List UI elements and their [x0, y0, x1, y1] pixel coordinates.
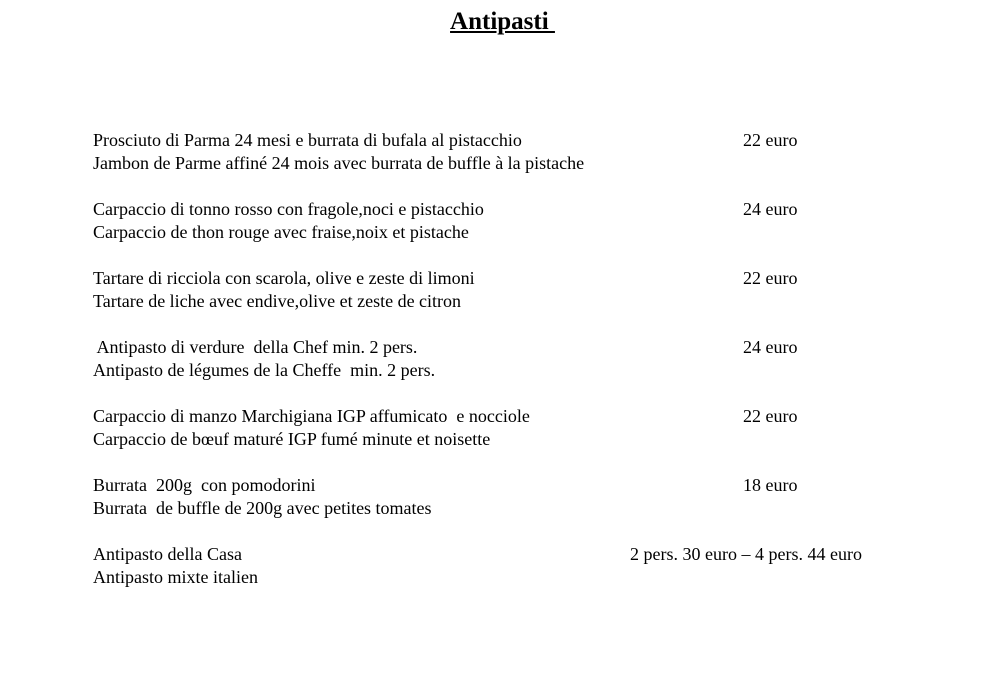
item-name-italian: Burrata 200g con pomodorini	[93, 475, 316, 495]
item-name-italian: Tartare di ricciola con scarola, olive e zeste di limoni	[93, 268, 475, 288]
item-price: 22 euro	[743, 268, 798, 288]
menu-item	[93, 267, 953, 336]
menu-item	[93, 129, 953, 198]
item-name-french: Carpaccio de thon rouge avec fraise,noix et pistache	[93, 222, 469, 242]
item-name-french: Antipasto de légumes de la Cheffe min. 2 pers.	[93, 360, 436, 380]
page-title: Antipasti	[450, 8, 555, 35]
item-price: 22 euro	[743, 130, 798, 150]
item-price: 24 euro	[743, 337, 798, 357]
item-name-french: Jambon de Parme affiné 24 mois avec burrata de buffle à la pistache	[93, 153, 585, 173]
item-name-italian: Carpaccio di manzo Marchigiana IGP affumicato e nocciole	[93, 406, 530, 426]
item-name-french: Tartare de liche avec endive,olive et zeste de citron	[93, 291, 462, 311]
item-name-italian: Antipasto di verdure della Chef min. 2 pers.	[93, 337, 418, 357]
menu-item	[93, 474, 953, 543]
item-price: 2 pers. 30 euro – 4 pers. 44 euro	[630, 544, 862, 564]
menu-item	[93, 336, 953, 405]
menu-item	[93, 405, 953, 474]
menu-list	[93, 129, 953, 612]
item-price: 22 euro	[743, 406, 798, 426]
item-price: 18 euro	[743, 475, 798, 495]
item-name-french: Carpaccio de bœuf maturé IGP fumé minute et noisette	[93, 429, 491, 449]
item-name-italian: Prosciuto di Parma 24 mesi e burrata di bufala al pistacchio	[93, 130, 522, 150]
item-name-italian: Carpaccio di tonno rosso con fragole,noci e pistacchio	[93, 199, 484, 219]
item-name-french: Antipasto mixte italien	[93, 567, 258, 587]
item-name-italian: Antipasto della Casa	[93, 544, 242, 564]
menu-item	[93, 543, 953, 612]
menu-item	[93, 198, 953, 267]
item-name-french: Burrata de buffle de 200g avec petites tomates	[93, 498, 432, 518]
item-price: 24 euro	[743, 199, 798, 219]
